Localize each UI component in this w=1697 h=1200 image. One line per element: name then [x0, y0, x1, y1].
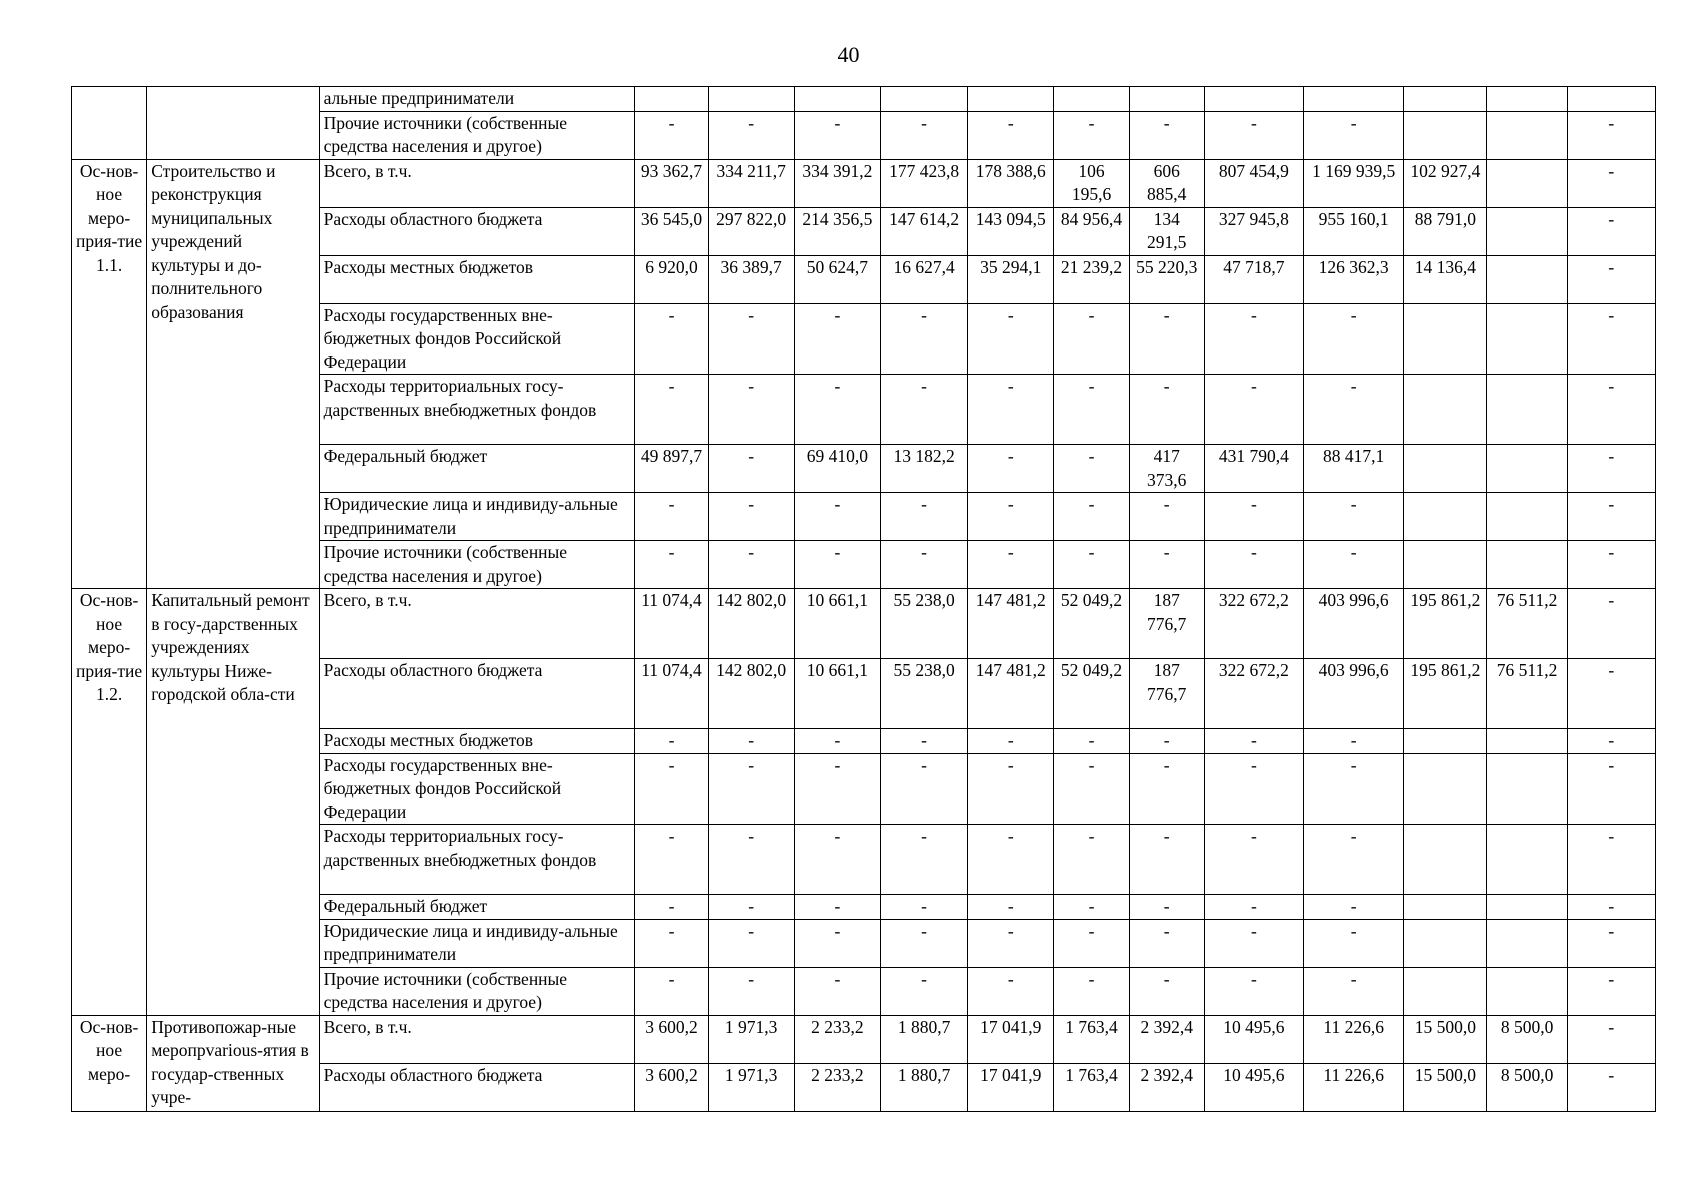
- value-cell: -: [794, 729, 880, 754]
- value-cell: -: [1304, 375, 1404, 445]
- measure-code-cell: Ос-нов-ное меро-прия-тие 1.2.: [72, 589, 147, 1016]
- measure-name-cell: Строительство и реконструкция муниципальных учреждений культуры и до-полнительного образования: [147, 159, 319, 589]
- value-cell: -: [635, 303, 708, 375]
- value-cell: -: [635, 375, 708, 445]
- value-cell: -: [968, 541, 1054, 589]
- value-cell: -: [1129, 111, 1204, 159]
- value-cell: -: [1567, 111, 1655, 159]
- value-cell: 35 294,1: [968, 255, 1054, 303]
- value-cell: -: [1567, 919, 1655, 967]
- value-cell: 134 291,5: [1129, 207, 1204, 255]
- value-cell: -: [1054, 375, 1129, 445]
- value-cell: -: [1567, 493, 1655, 541]
- value-cell: -: [708, 375, 794, 445]
- value-cell: -: [1054, 493, 1129, 541]
- funding-source-cell: альные предприниматели: [319, 87, 635, 112]
- value-cell: -: [635, 541, 708, 589]
- value-cell: 417 373,6: [1129, 445, 1204, 493]
- value-cell: [1487, 207, 1567, 255]
- value-cell: 11 074,4: [635, 659, 708, 729]
- value-cell: 106 195,6: [1054, 159, 1129, 207]
- value-cell: -: [635, 493, 708, 541]
- value-cell: -: [1567, 589, 1655, 659]
- value-cell: -: [635, 825, 708, 895]
- measure-code-cell: [72, 87, 147, 160]
- value-cell: [1404, 967, 1487, 1015]
- value-cell: 11 226,6: [1304, 1063, 1404, 1111]
- funding-source-cell: Юридические лица и индивиду-альные предприниматели: [319, 919, 635, 967]
- value-cell: [1054, 87, 1129, 112]
- value-cell: -: [1304, 753, 1404, 825]
- value-cell: -: [880, 967, 967, 1015]
- value-cell: 1 971,3: [708, 1063, 794, 1111]
- value-cell: 47 718,7: [1204, 255, 1303, 303]
- value-cell: 327 945,8: [1204, 207, 1303, 255]
- value-cell: 403 996,6: [1304, 589, 1404, 659]
- value-cell: -: [708, 967, 794, 1015]
- value-cell: -: [794, 541, 880, 589]
- funding-source-cell: Всего, в т.ч.: [319, 1015, 635, 1063]
- value-cell: -: [1567, 445, 1655, 493]
- value-cell: 142 802,0: [708, 659, 794, 729]
- value-cell: 55 220,3: [1129, 255, 1204, 303]
- value-cell: 1 880,7: [880, 1015, 967, 1063]
- value-cell: [1487, 541, 1567, 589]
- measure-name-cell: [147, 87, 319, 160]
- value-cell: -: [1304, 111, 1404, 159]
- value-cell: -: [708, 445, 794, 493]
- value-cell: [1487, 375, 1567, 445]
- value-cell: -: [635, 967, 708, 1015]
- value-cell: 8 500,0: [1487, 1063, 1567, 1111]
- value-cell: 334 211,7: [708, 159, 794, 207]
- value-cell: 1 169 939,5: [1304, 159, 1404, 207]
- value-cell: -: [1129, 919, 1204, 967]
- value-cell: 322 672,2: [1204, 589, 1303, 659]
- value-cell: 102 927,4: [1404, 159, 1487, 207]
- value-cell: [1204, 87, 1303, 112]
- value-cell: -: [794, 753, 880, 825]
- value-cell: [1129, 87, 1204, 112]
- funding-source-cell: Расходы местных бюджетов: [319, 729, 635, 754]
- value-cell: 1 763,4: [1054, 1063, 1129, 1111]
- value-cell: -: [880, 375, 967, 445]
- value-cell: -: [1567, 825, 1655, 895]
- value-cell: 36 389,7: [708, 255, 794, 303]
- value-cell: -: [1204, 895, 1303, 920]
- value-cell: -: [1567, 1015, 1655, 1063]
- value-cell: -: [1054, 895, 1129, 920]
- value-cell: -: [1204, 375, 1303, 445]
- value-cell: 403 996,6: [1304, 659, 1404, 729]
- value-cell: -: [968, 445, 1054, 493]
- value-cell: 10 495,6: [1204, 1063, 1303, 1111]
- value-cell: -: [880, 825, 967, 895]
- value-cell: [1404, 729, 1487, 754]
- value-cell: -: [880, 541, 967, 589]
- value-cell: [1404, 111, 1487, 159]
- table-row: [72, 1015, 1656, 1063]
- value-cell: -: [968, 493, 1054, 541]
- value-cell: 606 885,4: [1129, 159, 1204, 207]
- value-cell: [1487, 967, 1567, 1015]
- value-cell: -: [1054, 541, 1129, 589]
- value-cell: -: [1204, 753, 1303, 825]
- value-cell: 69 410,0: [794, 445, 880, 493]
- value-cell: -: [1054, 303, 1129, 375]
- value-cell: -: [1567, 541, 1655, 589]
- value-cell: [1567, 87, 1655, 112]
- value-cell: 2 392,4: [1129, 1015, 1204, 1063]
- value-cell: -: [1567, 967, 1655, 1015]
- value-cell: 55 238,0: [880, 589, 967, 659]
- value-cell: [1487, 159, 1567, 207]
- value-cell: -: [1054, 729, 1129, 754]
- value-cell: [1404, 895, 1487, 920]
- value-cell: -: [880, 729, 967, 754]
- value-cell: [1404, 919, 1487, 967]
- value-cell: 334 391,2: [794, 159, 880, 207]
- value-cell: -: [708, 541, 794, 589]
- value-cell: -: [794, 825, 880, 895]
- value-cell: -: [968, 919, 1054, 967]
- value-cell: 14 136,4: [1404, 255, 1487, 303]
- value-cell: -: [635, 895, 708, 920]
- value-cell: 1 880,7: [880, 1063, 967, 1111]
- value-cell: 1 971,3: [708, 1015, 794, 1063]
- value-cell: -: [1054, 111, 1129, 159]
- value-cell: -: [1567, 895, 1655, 920]
- funding-source-cell: Расходы территориальных госу-дарственных внебюджетных фондов: [319, 375, 635, 445]
- value-cell: 807 454,9: [1204, 159, 1303, 207]
- funding-source-cell: Федеральный бюджет: [319, 895, 635, 920]
- value-cell: 55 238,0: [880, 659, 967, 729]
- value-cell: [1487, 111, 1567, 159]
- value-cell: -: [635, 919, 708, 967]
- value-cell: -: [635, 753, 708, 825]
- value-cell: -: [1204, 825, 1303, 895]
- value-cell: 177 423,8: [880, 159, 967, 207]
- value-cell: -: [708, 753, 794, 825]
- value-cell: 50 624,7: [794, 255, 880, 303]
- value-cell: [1487, 895, 1567, 920]
- value-cell: -: [968, 375, 1054, 445]
- funding-source-cell: Прочие источники (собственные средства населения и другое): [319, 541, 635, 589]
- value-cell: 297 822,0: [708, 207, 794, 255]
- value-cell: -: [794, 303, 880, 375]
- value-cell: -: [1304, 919, 1404, 967]
- value-cell: [1404, 753, 1487, 825]
- value-cell: 142 802,0: [708, 589, 794, 659]
- value-cell: -: [708, 493, 794, 541]
- value-cell: 1 763,4: [1054, 1015, 1129, 1063]
- funding-source-cell: Федеральный бюджет: [319, 445, 635, 493]
- value-cell: 187 776,7: [1129, 659, 1204, 729]
- funding-source-cell: Всего, в т.ч.: [319, 159, 635, 207]
- table-row: [72, 159, 1656, 207]
- value-cell: [1404, 825, 1487, 895]
- value-cell: -: [1204, 729, 1303, 754]
- value-cell: 11 074,4: [635, 589, 708, 659]
- value-cell: -: [1567, 207, 1655, 255]
- value-cell: -: [1204, 967, 1303, 1015]
- value-cell: -: [1129, 541, 1204, 589]
- value-cell: 84 956,4: [1054, 207, 1129, 255]
- value-cell: 88 791,0: [1404, 207, 1487, 255]
- value-cell: -: [794, 895, 880, 920]
- value-cell: -: [708, 825, 794, 895]
- value-cell: 2 392,4: [1129, 1063, 1204, 1111]
- value-cell: -: [708, 111, 794, 159]
- value-cell: 93 362,7: [635, 159, 708, 207]
- value-cell: 49 897,7: [635, 445, 708, 493]
- value-cell: -: [1054, 825, 1129, 895]
- value-cell: -: [1567, 659, 1655, 729]
- value-cell: 16 627,4: [880, 255, 967, 303]
- value-cell: 431 790,4: [1204, 445, 1303, 493]
- value-cell: 143 094,5: [968, 207, 1054, 255]
- value-cell: [1404, 445, 1487, 493]
- funding-source-cell: Расходы областного бюджета: [319, 659, 635, 729]
- value-cell: -: [1567, 729, 1655, 754]
- value-cell: -: [1054, 445, 1129, 493]
- value-cell: -: [968, 729, 1054, 754]
- value-cell: 76 511,2: [1487, 659, 1567, 729]
- value-cell: -: [1204, 541, 1303, 589]
- value-cell: 17 041,9: [968, 1063, 1054, 1111]
- value-cell: -: [1129, 825, 1204, 895]
- value-cell: 126 362,3: [1304, 255, 1404, 303]
- value-cell: [1487, 445, 1567, 493]
- value-cell: -: [794, 919, 880, 967]
- value-cell: 8 500,0: [1487, 1015, 1567, 1063]
- value-cell: 2 233,2: [794, 1015, 880, 1063]
- measure-name-cell: Капитальный ремонт в госу-дарственных учреждениях культуры Ниже-городской обла-сти: [147, 589, 319, 1016]
- value-cell: -: [1204, 493, 1303, 541]
- value-cell: 10 495,6: [1204, 1015, 1303, 1063]
- value-cell: [1487, 919, 1567, 967]
- table-row: [72, 589, 1656, 659]
- value-cell: 15 500,0: [1404, 1015, 1487, 1063]
- value-cell: -: [968, 753, 1054, 825]
- value-cell: 36 545,0: [635, 207, 708, 255]
- value-cell: 88 417,1: [1304, 445, 1404, 493]
- value-cell: 21 239,2: [1054, 255, 1129, 303]
- value-cell: -: [1304, 541, 1404, 589]
- value-cell: -: [1054, 919, 1129, 967]
- value-cell: -: [1567, 255, 1655, 303]
- value-cell: 955 160,1: [1304, 207, 1404, 255]
- value-cell: -: [1129, 753, 1204, 825]
- value-cell: [794, 87, 880, 112]
- value-cell: 195 861,2: [1404, 659, 1487, 729]
- value-cell: 17 041,9: [968, 1015, 1054, 1063]
- value-cell: 10 661,1: [794, 659, 880, 729]
- value-cell: [968, 87, 1054, 112]
- value-cell: -: [968, 895, 1054, 920]
- value-cell: 147 614,2: [880, 207, 967, 255]
- value-cell: 3 600,2: [635, 1063, 708, 1111]
- funding-source-cell: Юридические лица и индивиду-альные предприниматели: [319, 493, 635, 541]
- value-cell: -: [1567, 753, 1655, 825]
- value-cell: [1404, 375, 1487, 445]
- value-cell: -: [968, 111, 1054, 159]
- value-cell: -: [708, 919, 794, 967]
- value-cell: -: [1304, 967, 1404, 1015]
- value-cell: 52 049,2: [1054, 589, 1129, 659]
- value-cell: -: [1304, 303, 1404, 375]
- value-cell: 214 356,5: [794, 207, 880, 255]
- budget-table: [71, 86, 1656, 1112]
- value-cell: -: [1304, 825, 1404, 895]
- value-cell: -: [1304, 729, 1404, 754]
- value-cell: [1487, 493, 1567, 541]
- value-cell: -: [1129, 967, 1204, 1015]
- value-cell: -: [1567, 303, 1655, 375]
- value-cell: -: [1129, 303, 1204, 375]
- value-cell: -: [794, 967, 880, 1015]
- value-cell: -: [968, 825, 1054, 895]
- value-cell: 13 182,2: [880, 445, 967, 493]
- value-cell: [880, 87, 967, 112]
- value-cell: [1304, 87, 1404, 112]
- value-cell: -: [635, 729, 708, 754]
- value-cell: [1487, 753, 1567, 825]
- value-cell: 6 920,0: [635, 255, 708, 303]
- value-cell: -: [968, 303, 1054, 375]
- funding-source-cell: Расходы государственных вне-бюджетных фондов Российской Федерации: [319, 753, 635, 825]
- page-number: 40: [837, 42, 860, 67]
- value-cell: -: [1204, 303, 1303, 375]
- value-cell: 147 481,2: [968, 659, 1054, 729]
- value-cell: [1487, 255, 1567, 303]
- value-cell: -: [1129, 895, 1204, 920]
- value-cell: [1487, 729, 1567, 754]
- value-cell: [1404, 541, 1487, 589]
- value-cell: 11 226,6: [1304, 1015, 1404, 1063]
- value-cell: -: [1054, 967, 1129, 1015]
- value-cell: [1404, 303, 1487, 375]
- value-cell: -: [880, 303, 967, 375]
- value-cell: 147 481,2: [968, 589, 1054, 659]
- value-cell: -: [968, 967, 1054, 1015]
- value-cell: -: [1054, 753, 1129, 825]
- value-cell: -: [794, 375, 880, 445]
- funding-source-cell: Прочие источники (собственные средства населения и другое): [319, 967, 635, 1015]
- value-cell: 322 672,2: [1204, 659, 1303, 729]
- funding-source-cell: Расходы областного бюджета: [319, 207, 635, 255]
- value-cell: -: [794, 111, 880, 159]
- value-cell: -: [794, 493, 880, 541]
- value-cell: -: [708, 895, 794, 920]
- measure-code-cell: Ос-нов-ное меро-: [72, 1015, 147, 1111]
- measure-name-cell: Противопожар-ные меропрvarious-ятия в государ-ственных учре-: [147, 1015, 319, 1111]
- value-cell: 2 233,2: [794, 1063, 880, 1111]
- value-cell: [1404, 493, 1487, 541]
- value-cell: 195 861,2: [1404, 589, 1487, 659]
- value-cell: -: [1204, 111, 1303, 159]
- value-cell: -: [1567, 1063, 1655, 1111]
- value-cell: -: [880, 753, 967, 825]
- value-cell: -: [635, 111, 708, 159]
- value-cell: 52 049,2: [1054, 659, 1129, 729]
- value-cell: -: [1304, 895, 1404, 920]
- value-cell: -: [1567, 375, 1655, 445]
- funding-source-cell: Всего, в т.ч.: [319, 589, 635, 659]
- value-cell: 178 388,6: [968, 159, 1054, 207]
- value-cell: -: [880, 493, 967, 541]
- value-cell: [635, 87, 708, 112]
- value-cell: -: [1304, 493, 1404, 541]
- value-cell: [1487, 303, 1567, 375]
- value-cell: -: [880, 919, 967, 967]
- value-cell: -: [1204, 919, 1303, 967]
- value-cell: 15 500,0: [1404, 1063, 1487, 1111]
- funding-source-cell: Прочие источники (собственные средства населения и другое): [319, 111, 635, 159]
- value-cell: -: [880, 895, 967, 920]
- value-cell: [708, 87, 794, 112]
- value-cell: -: [708, 303, 794, 375]
- value-cell: -: [1129, 493, 1204, 541]
- value-cell: 10 661,1: [794, 589, 880, 659]
- value-cell: -: [1567, 159, 1655, 207]
- value-cell: [1487, 825, 1567, 895]
- measure-code-cell: Ос-нов-ное меро-прия-тие 1.1.: [72, 159, 147, 589]
- funding-source-cell: Расходы территориальных госу-дарственных внебюджетных фондов: [319, 825, 635, 895]
- value-cell: 3 600,2: [635, 1015, 708, 1063]
- table-row: [72, 87, 1656, 112]
- value-cell: -: [1129, 729, 1204, 754]
- value-cell: [1487, 87, 1567, 112]
- value-cell: -: [1129, 375, 1204, 445]
- value-cell: [1404, 87, 1487, 112]
- funding-source-cell: Расходы государственных вне-бюджетных фондов Российской Федерации: [319, 303, 635, 375]
- value-cell: 76 511,2: [1487, 589, 1567, 659]
- value-cell: -: [708, 729, 794, 754]
- funding-source-cell: Расходы местных бюджетов: [319, 255, 635, 303]
- value-cell: 187 776,7: [1129, 589, 1204, 659]
- value-cell: -: [880, 111, 967, 159]
- funding-source-cell: Расходы областного бюджета: [319, 1063, 635, 1111]
